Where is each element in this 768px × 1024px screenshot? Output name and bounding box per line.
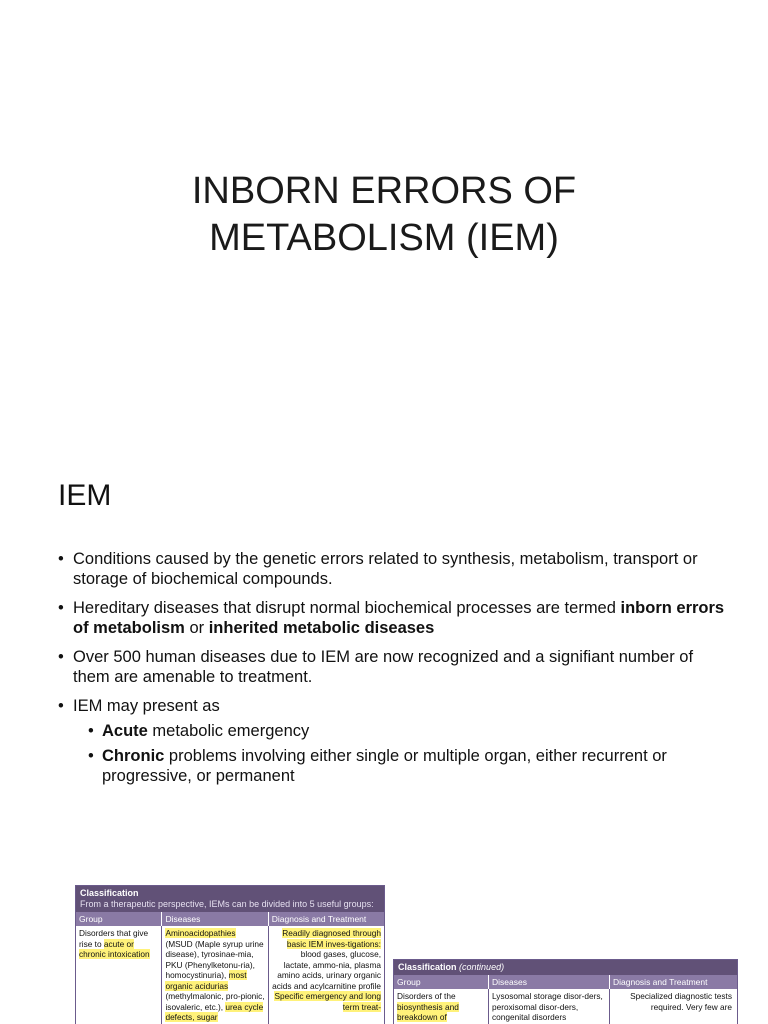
bullet-item: [58, 647, 728, 687]
table-title: Classification: [398, 962, 457, 972]
table-header: [394, 960, 737, 975]
classification-table-continued: [393, 959, 738, 1024]
cell-text: (methylmalonic, pro-pionic, isovaleric, etc.),: [165, 991, 265, 1012]
bullet-text: or: [184, 619, 209, 637]
bullet-item: [58, 696, 728, 786]
table-cell-diagnosis: [269, 926, 384, 1024]
column-header: Diagnosis and Treatment: [271, 914, 367, 924]
cell-text: blood gases, glucose, lactate, ammo-nia, plasma amino acids, urinary organic acids and acylcarnitine profile: [272, 949, 381, 991]
iem-slide: [0, 445, 768, 877]
highlighted-text: biosynthesis and breakdown of: [397, 1001, 459, 1022]
sub-bullet-item: [88, 746, 728, 786]
table-row: [394, 989, 737, 1024]
classification-table: [75, 885, 385, 1024]
highlighted-text: Specific emergency and long term treat-: [274, 991, 381, 1012]
bullet-text: Conditions caused by the genetic errors related to synthesis, metabolism, transport or storage of biochemical compounds.: [73, 550, 698, 588]
title-line-2: METABOLISM (IEM): [209, 217, 559, 259]
highlighted-text: Aminoacidopathies: [165, 928, 236, 938]
table-row: [76, 926, 384, 1024]
column-header: Group: [394, 975, 489, 989]
cell-text: (MSUD (Maple syrup urine disease), tyrosinae-mia, PKU (Phenylketonu-ria), homocystinuria),: [165, 938, 264, 980]
table-cell-group: [394, 989, 489, 1024]
highlighted-text: acute or chronic intoxication: [79, 938, 150, 959]
bullet-text: Hereditary diseases that disrupt normal biochemical processes are termed: [73, 599, 621, 617]
classification-slide: [0, 877, 768, 1024]
table-header: [76, 886, 384, 912]
title-slide: [0, 0, 768, 445]
bullet-text: IEM may present as: [73, 697, 220, 715]
bold-term: inherited metabolic diseases: [208, 619, 435, 637]
table-cell-diseases: Lysosomal storage disor-ders, peroxisomal disor-ders, congenital disorders: [489, 989, 610, 1024]
table-title: Classification: [80, 888, 139, 898]
bullet-text: metabolic emergency: [147, 722, 310, 740]
bullet-list: [58, 549, 728, 795]
highlighted-text: urea cycle defects, sugar: [165, 1001, 264, 1022]
bullet-text: problems involving either single or multiple organ, either recurrent or progressive, or permanent: [102, 747, 667, 785]
table-title-continued: (continued): [459, 962, 505, 972]
bold-term: inborn errors of metabolism: [73, 599, 725, 637]
bullet-text: Over 500 human diseases due to IEM are now recognized and a signifiant number of them are amenable to treatment.: [73, 648, 694, 686]
column-header: Diseases: [162, 912, 268, 926]
highlighted-text: Readily diagnosed through basic IEM inves-tigations:: [282, 928, 381, 949]
bold-term: Acute: [102, 722, 148, 740]
cell-text: Disorders that give rise to: [79, 928, 149, 949]
cell-text: Disorders of the: [397, 991, 456, 1001]
highlighted-text: most organic acidurias: [165, 970, 247, 991]
table-column-headers: [394, 975, 737, 989]
bold-term: Chronic: [102, 747, 165, 765]
bullet-item: [58, 549, 728, 589]
sub-bullet-list: [73, 721, 728, 786]
slide-heading: IEM: [58, 479, 112, 512]
column-header: Diseases: [489, 975, 610, 989]
table-cell-diseases: [162, 926, 268, 1024]
table-column-headers: [76, 912, 384, 926]
column-header: Group: [76, 912, 162, 926]
slide-title: [0, 168, 768, 262]
table-cell-diagnosis: Specialized diagnostic tests required. Very few are: [630, 991, 732, 1012]
bullet-item: [58, 598, 728, 638]
sub-bullet-item: [88, 721, 728, 741]
table-cell-group: [76, 926, 162, 1024]
column-header: Diagnosis and Treatment: [613, 977, 708, 987]
table-subtitle: From a therapeutic perspective, IEMs can be divided into 5 useful groups:: [80, 899, 374, 909]
title-line-1: INBORN ERRORS OF: [191, 170, 577, 212]
